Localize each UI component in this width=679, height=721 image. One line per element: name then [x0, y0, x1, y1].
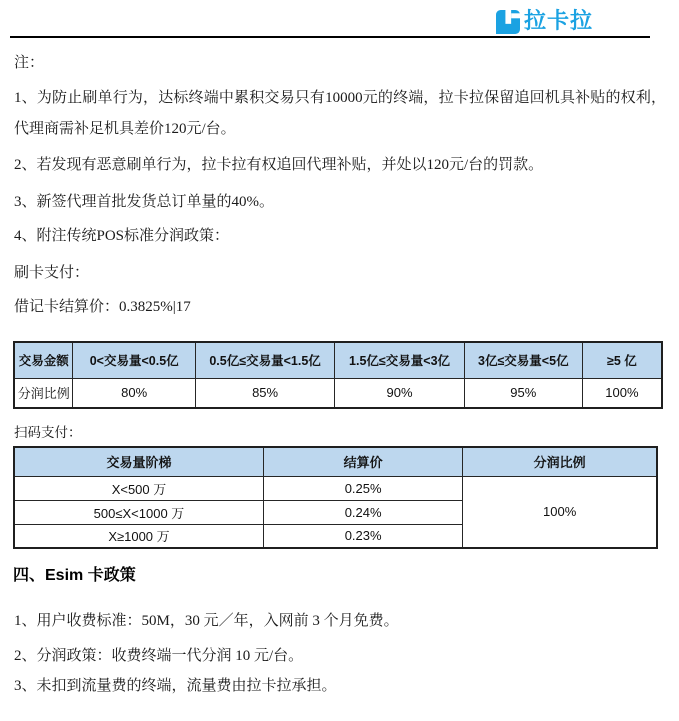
scan-price-3: 0.23%	[263, 524, 462, 548]
scan-share-merged: 100%	[463, 476, 657, 548]
pos-value-1: 80%	[73, 378, 195, 408]
pos-row-label: 分润比例	[14, 378, 73, 408]
scan-tier-3: X≥1000 万	[14, 524, 263, 548]
note-item-3: 3、新签代理首批发货总订单量的40%。	[14, 194, 274, 210]
notes-label: 注：	[14, 55, 45, 71]
esim-section-heading: 四、Esim 卡政策	[13, 567, 136, 584]
pos-value-3: 90%	[335, 378, 465, 408]
table-row	[14, 476, 657, 500]
scan-pay-table	[13, 446, 658, 549]
header-divider	[10, 36, 650, 38]
pos-value-2: 85%	[195, 378, 334, 408]
esim-item-1: 1、用户收费标准：50M，30 元／年，入网前 3 个月免费。	[14, 613, 399, 629]
pos-value-5: 100%	[582, 378, 662, 408]
lakala-logo-icon	[496, 9, 520, 35]
debit-card-price-line: 借记卡结算价：0.3825%|17	[14, 299, 191, 315]
table-row	[14, 378, 662, 408]
pos-header-tier5: ≥5 亿	[582, 342, 662, 378]
table-header-row	[14, 447, 657, 476]
esim-item-3: 3、未扣到流量费的终端，流量费由拉卡拉承担。	[14, 678, 337, 694]
pos-header-tier3: 1.5亿≤交易量<3亿	[335, 342, 465, 378]
pos-value-4: 95%	[464, 378, 582, 408]
table-header-row	[14, 342, 662, 378]
scan-pay-label: 扫码支付：	[14, 425, 82, 440]
scan-price-2: 0.24%	[263, 500, 462, 524]
scan-price-1: 0.25%	[263, 476, 462, 500]
scan-header-share: 分润比例	[463, 447, 657, 476]
note-item-2: 2、若发现有恶意刷单行为，拉卡拉有权追回代理补贴，并处以120元/台的罚款。	[14, 157, 544, 173]
swipe-pay-label: 刷卡支付：	[14, 265, 90, 281]
pos-header-tier4: 3亿≤交易量<5亿	[464, 342, 582, 378]
pos-header-amount: 交易金额	[14, 342, 73, 378]
note-item-1: 1、为防止刷单行为，达标终端中累积交易只有10000元的终端，拉卡拉保留追回机具补贴的权利，代理商需补足机具差价120元/台。	[14, 90, 666, 137]
scan-tier-1: X<500 万	[14, 476, 263, 500]
scan-header-tier: 交易量阶梯	[14, 447, 263, 476]
scan-header-price: 结算价	[263, 447, 462, 476]
pos-profit-share-table	[13, 341, 663, 409]
esim-item-2: 2、分润政策：收费终端一代分润 10 元/台。	[14, 648, 304, 664]
note-item-4: 4、附注传统POS标准分润政策：	[14, 228, 230, 244]
scan-tier-2: 500≤X<1000 万	[14, 500, 263, 524]
pos-header-tier1: 0<交易量<0.5亿	[73, 342, 195, 378]
pos-header-tier2: 0.5亿≤交易量<1.5亿	[195, 342, 334, 378]
lakala-logo-text: 拉卡拉	[524, 8, 594, 33]
